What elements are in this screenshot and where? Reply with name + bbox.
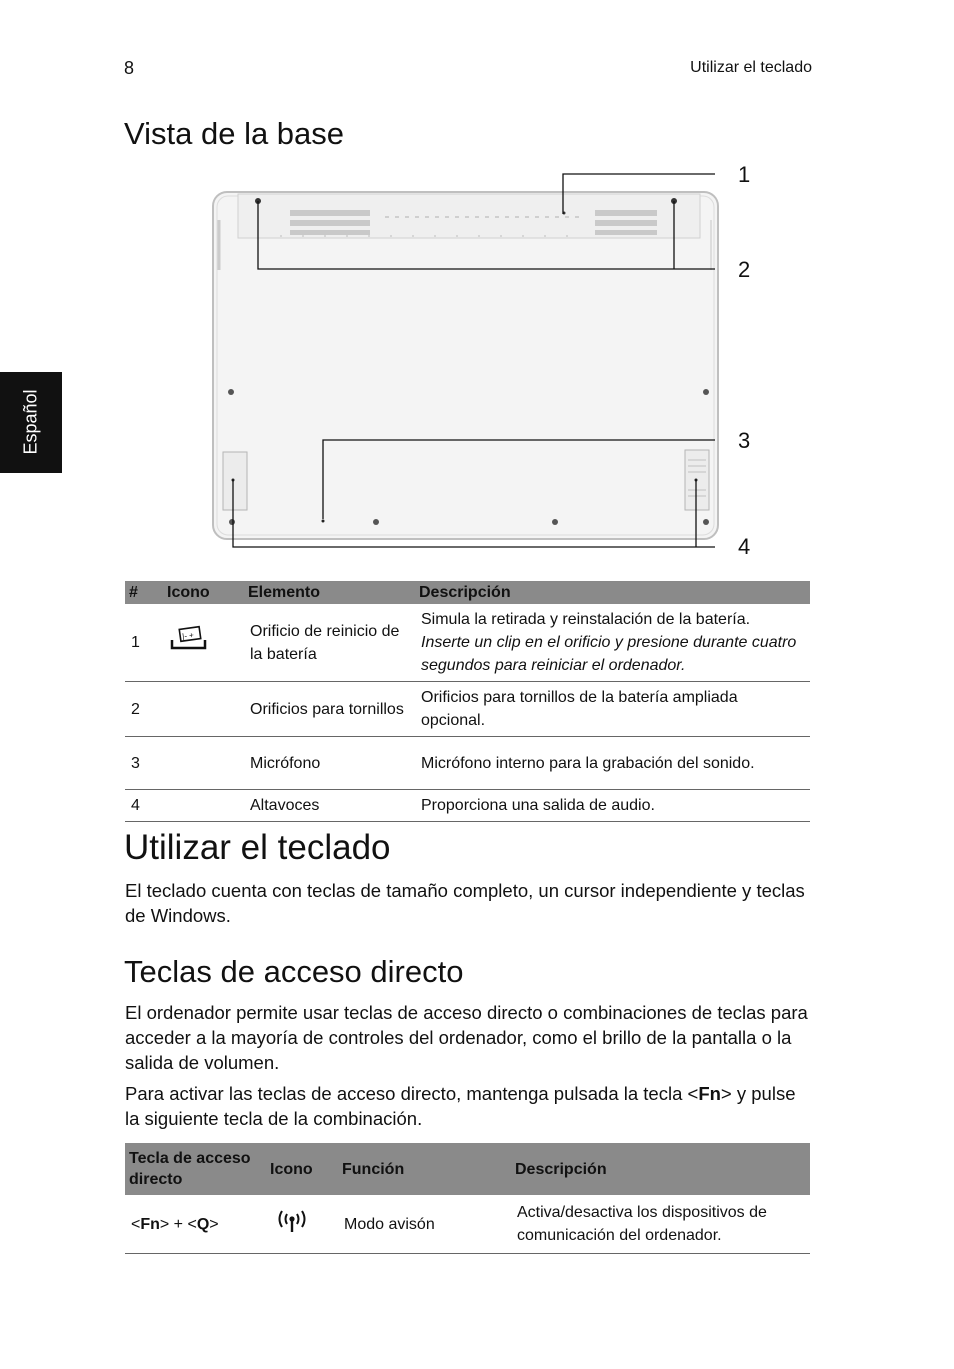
hotkeys-table [125, 1143, 810, 1254]
hotkey-description: Activa/desactiva los dispositivos de comunicación del ordenador. [511, 1195, 810, 1254]
col-header-description: Descripción [415, 582, 810, 605]
battery-reset-icon [163, 604, 244, 682]
col-header-description: Descripción [511, 1143, 810, 1195]
col-header-function: Función [338, 1143, 511, 1195]
keyboard-body-text: El teclado cuenta con teclas de tamaño completo, un cursor independiente y teclas de Windows. [125, 880, 805, 926]
page-number: 8 [124, 58, 135, 78]
laptop-base-diagram [200, 160, 770, 555]
row-icon [163, 790, 244, 822]
row-element: Orificios para tornillos [244, 682, 415, 737]
col-header-number: # [125, 582, 163, 605]
callout-3: 3 [738, 428, 751, 453]
hotkey-combination: <Fn> + <Q> [125, 1195, 266, 1254]
vent-grille-right [595, 210, 657, 235]
callout-2: 2 [738, 257, 751, 282]
row-element: Orificio de reinicio de la batería [244, 604, 415, 682]
col-header-icon: Icono [163, 582, 244, 605]
row-number: 3 [125, 737, 163, 790]
row-element: Micrófono [244, 737, 415, 790]
hotkeys-paragraph-2: Para activar las teclas de acceso directo, mantenga pulsada la tecla <Fn> y pulse la siguiente tecla de la combinación. [125, 1083, 796, 1129]
table-header-row [125, 1143, 810, 1195]
base-components-table [125, 581, 810, 822]
row-number: 1 [125, 604, 163, 682]
row-description-note: Inserte un clip en el orificio y presione durante cuatro segundos para reiniciar el ordenador. [421, 634, 797, 674]
section-title-base: Vista de la base [124, 116, 345, 151]
hotkey-function: Modo avisón [338, 1195, 511, 1254]
callout-1: 1 [738, 162, 751, 187]
table-row [125, 790, 810, 822]
col-header-hotkey: Tecla de acceso directo [125, 1143, 266, 1195]
row-description: Orificios para tornillos de la batería ampliada opcional. [415, 682, 810, 737]
row-description: Micrófono interno para la grabación del sonido. [415, 737, 810, 790]
col-header-icon: Icono [266, 1143, 338, 1195]
table-header-row [125, 582, 810, 605]
svg-text:|- +: |- + [181, 630, 195, 642]
row-description: Simula la retirada y reinstalación de la batería. Inserte un clip en el orificio y presione durante cuatro segundos para reiniciar el ordenador. [415, 604, 810, 682]
section-title-keyboard: Utilizar el teclado [124, 828, 391, 867]
table-row [125, 682, 810, 737]
section-title-hotkeys: Teclas de acceso directo [124, 954, 464, 989]
language-tab-label: Español [20, 389, 41, 455]
table-row [125, 604, 810, 682]
table-row [125, 737, 810, 790]
row-number: 2 [125, 682, 163, 737]
row-icon [163, 737, 244, 790]
row-number: 4 [125, 790, 163, 822]
col-header-element: Elemento [244, 582, 415, 605]
row-description: Proporciona una salida de audio. [415, 790, 810, 822]
row-element: Altavoces [244, 790, 415, 822]
language-tab [0, 372, 62, 473]
vent-grille-left [290, 210, 370, 235]
wireless-icon [266, 1195, 338, 1254]
callout-4: 4 [738, 534, 751, 555]
table-row [125, 1195, 810, 1254]
running-head: Utilizar el teclado [690, 59, 812, 76]
fn-key: Fn [698, 1083, 721, 1104]
hotkeys-paragraph-1: El ordenador permite usar teclas de acceso directo o combinaciones de teclas para acceder a la mayoría de controles del ordenador, como el brillo de la pantalla o la salida de volumen. [125, 1002, 808, 1073]
row-icon [163, 682, 244, 737]
